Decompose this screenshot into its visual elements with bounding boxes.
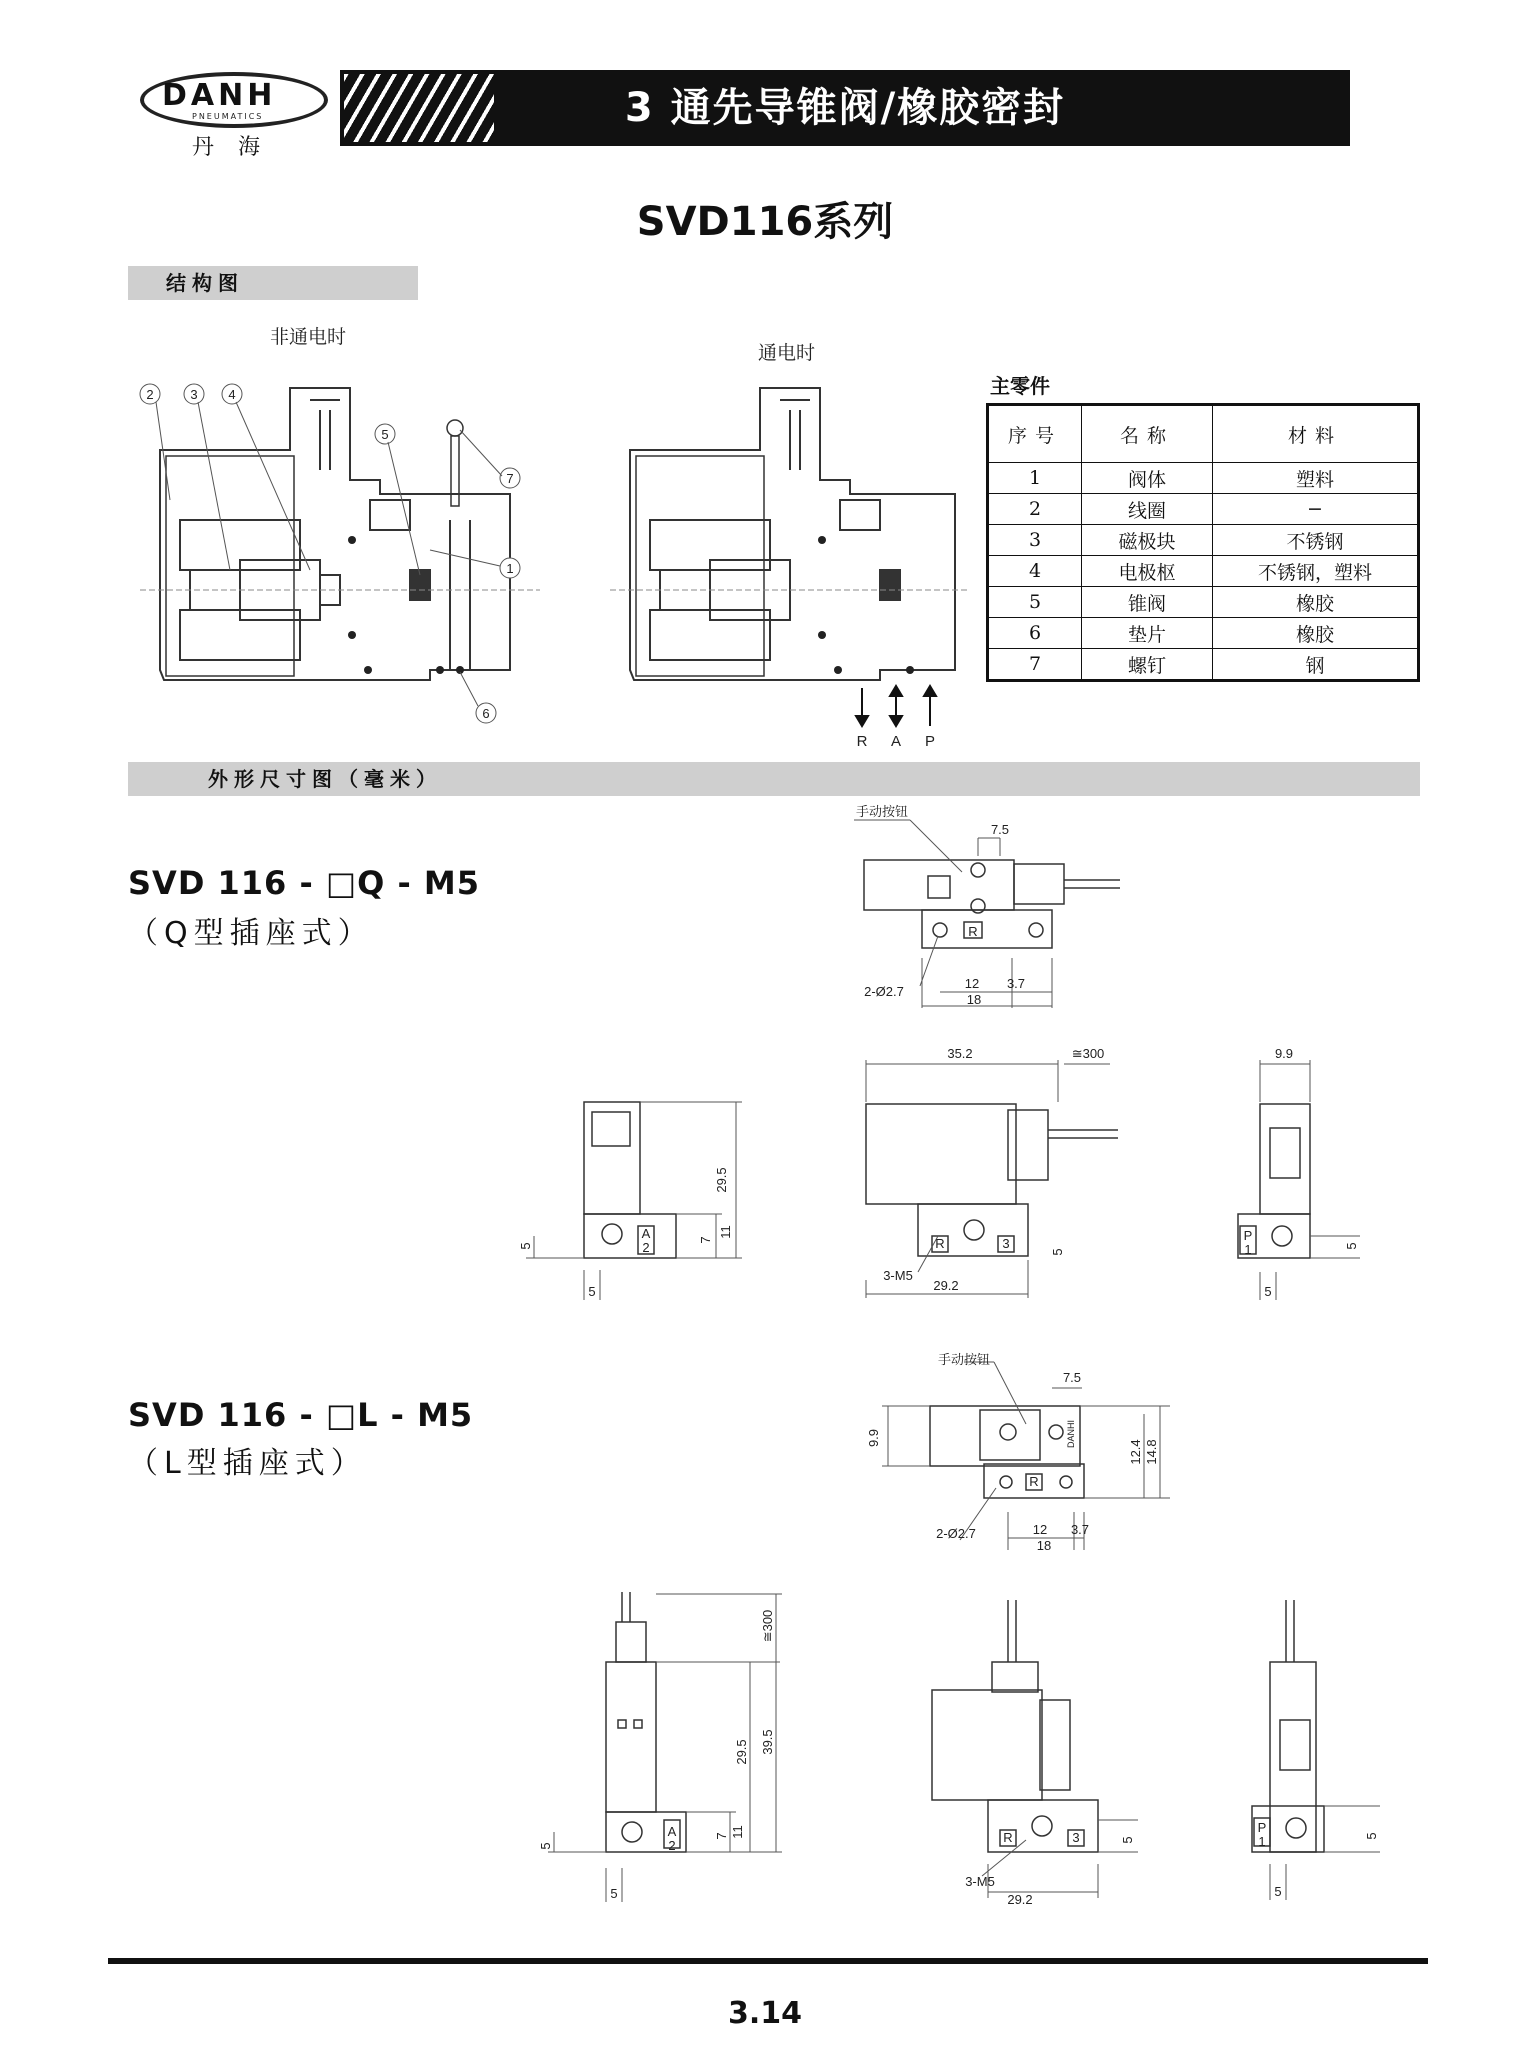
footer-rule xyxy=(108,1958,1428,1964)
dim-3-7: 3.7 xyxy=(1006,976,1026,991)
logo-sub: PNEUMATICS xyxy=(192,112,264,121)
callout-1: 1 xyxy=(506,561,514,576)
section-structure: 结构图 xyxy=(128,266,418,300)
cell-no: 5 xyxy=(988,587,1082,618)
model-l-name: SVD 116 - □L - M5 xyxy=(128,1396,474,1434)
dim-12-l: 12 xyxy=(1032,1522,1048,1537)
model-q-sub: （Q型插座式） xyxy=(128,916,374,951)
thread-label: 3-M5 xyxy=(883,1268,913,1283)
cell-no: 6 xyxy=(988,618,1082,649)
cell-material: 不锈钢 xyxy=(1213,525,1419,556)
dim-29-2-l: 29.2 xyxy=(1007,1892,1033,1907)
thread-label-l: 3-M5 xyxy=(965,1874,995,1889)
dim-11: 11 xyxy=(718,1225,733,1239)
parts-table xyxy=(986,403,1420,682)
cell-name: 垫片 xyxy=(1082,618,1213,649)
cell-name: 线圈 xyxy=(1082,494,1213,525)
port-a: A xyxy=(890,733,902,750)
l-left-view xyxy=(540,1592,800,1932)
callout-6: 6 xyxy=(482,706,490,721)
logo-text: DANH xyxy=(162,78,277,113)
cell-no: 1 xyxy=(988,463,1082,494)
dim-5-right-h-l: 5 xyxy=(1274,1884,1282,1899)
manual-button-label: 手动按钮 xyxy=(855,804,909,819)
parts-header-row xyxy=(988,405,1419,463)
cell-material: 塑料 xyxy=(1213,463,1419,494)
page-number: 3.14 xyxy=(727,1996,803,2031)
cell-material: − xyxy=(1213,494,1419,525)
q-left-view xyxy=(520,1090,750,1320)
q-right-view xyxy=(1220,1040,1370,1330)
callout-4: 4 xyxy=(228,387,236,402)
dim-5-h: 5 xyxy=(588,1284,596,1299)
dim-5-front-l: 5 xyxy=(1120,1836,1135,1844)
port-3-label-lf: 3 xyxy=(1072,1830,1080,1845)
hole-label: 2-Ø2.7 xyxy=(864,984,904,999)
cell-name: 阀体 xyxy=(1082,463,1213,494)
cell-material: 橡胶 xyxy=(1213,618,1419,649)
cell-name: 锥阀 xyxy=(1082,587,1213,618)
danh-logo xyxy=(140,72,330,158)
port-2-label-l: 2 xyxy=(668,1838,676,1853)
cross-section-deenergized xyxy=(130,370,550,730)
cell-no: 3 xyxy=(988,525,1082,556)
dim-3-7-l: 3.7 xyxy=(1070,1522,1090,1537)
cross-section-energized xyxy=(610,370,970,760)
manual-button-label-l: 手动按钮 xyxy=(937,1352,991,1367)
caption-deenergized: 非通电时 xyxy=(270,326,347,348)
port-3-label: 3 xyxy=(1002,1236,1010,1251)
q-front-view xyxy=(858,1040,1168,1330)
dim-7-l: 7 xyxy=(714,1832,729,1840)
port-a-label: A xyxy=(641,1226,651,1241)
cell-no: 4 xyxy=(988,556,1082,587)
table-row xyxy=(988,649,1419,681)
dim-300-l: ≅300 xyxy=(760,1609,775,1643)
cell-no: 7 xyxy=(988,649,1082,681)
cell-name: 螺钉 xyxy=(1082,649,1213,681)
dim-29-5: 29.5 xyxy=(714,1167,729,1193)
table-row xyxy=(988,463,1419,494)
cell-name: 电极枢 xyxy=(1082,556,1213,587)
dim-14-8: 14.8 xyxy=(1144,1439,1159,1465)
port-r-label: R xyxy=(968,924,978,939)
dim-300: ≅300 xyxy=(1071,1046,1105,1061)
table-row xyxy=(988,525,1419,556)
dim-11-l: 11 xyxy=(730,1825,745,1839)
cell-material: 钢 xyxy=(1213,649,1419,681)
table-row xyxy=(988,618,1419,649)
parts-title: 主零件 xyxy=(990,374,1050,398)
port-p-label-l: P xyxy=(1257,1820,1267,1835)
header-no: 序号 xyxy=(988,405,1082,463)
page-title: 3 通先导锥阀/橡胶密封 xyxy=(624,85,1066,131)
dim-18-l: 18 xyxy=(1036,1538,1052,1553)
table-row xyxy=(988,587,1419,618)
dim-35-2: 35.2 xyxy=(947,1046,973,1061)
table-row xyxy=(988,556,1419,587)
caption-energized: 通电时 xyxy=(758,342,816,364)
cell-material: 橡胶 xyxy=(1213,587,1419,618)
port-1-label: 1 xyxy=(1244,1242,1252,1257)
section-dimensions: 外形尺寸图（毫米） xyxy=(128,762,1420,796)
callout-7: 7 xyxy=(506,471,514,486)
cell-material: 不锈钢，塑料 xyxy=(1213,556,1419,587)
cell-no: 2 xyxy=(988,494,1082,525)
port-a-label-l: A xyxy=(667,1824,677,1839)
dim-5-v: 5 xyxy=(518,1242,533,1250)
dim-18: 18 xyxy=(966,992,982,1007)
hole-label-l: 2-Ø2.7 xyxy=(936,1526,976,1541)
l-top-view xyxy=(860,1352,1180,1562)
dim-7-5-l: 7.5 xyxy=(1062,1370,1082,1385)
brand-mark: DANHI xyxy=(1066,1419,1076,1449)
dim-5-front: 5 xyxy=(1050,1248,1065,1256)
table-row xyxy=(988,494,1419,525)
dim-5-right-l: 5 xyxy=(1364,1832,1379,1840)
model-l-sub: （L型插座式） xyxy=(128,1446,367,1481)
port-p: P xyxy=(924,733,936,750)
dim-9-9-l: 9.9 xyxy=(866,1428,881,1448)
cell-name: 磁极块 xyxy=(1082,525,1213,556)
dim-39-5: 39.5 xyxy=(760,1729,775,1755)
dim-7-5: 7.5 xyxy=(990,822,1010,837)
l-front-view xyxy=(920,1600,1150,1930)
dim-5-v-l: 5 xyxy=(538,1842,553,1850)
q-top-view xyxy=(850,804,1150,1018)
port-r-label-l: R xyxy=(1029,1474,1039,1489)
dim-29-5-l: 29.5 xyxy=(734,1739,749,1765)
dim-12: 12 xyxy=(964,976,980,991)
port-r-label-lf: R xyxy=(1003,1830,1013,1845)
callout-2: 2 xyxy=(146,387,154,402)
series-title: SVD116系列 xyxy=(636,199,894,245)
port-r-label-front: R xyxy=(935,1236,945,1251)
dim-9-9: 9.9 xyxy=(1274,1046,1294,1061)
port-r: R xyxy=(856,733,868,750)
title-banner xyxy=(340,70,1350,146)
dim-5-right: 5 xyxy=(1344,1242,1359,1250)
dim-5-h-l: 5 xyxy=(610,1886,618,1901)
header-material: 材料 xyxy=(1213,405,1419,463)
header-name: 名称 xyxy=(1082,405,1213,463)
logo-cn: 丹海 xyxy=(192,135,285,160)
dim-7: 7 xyxy=(698,1236,713,1244)
dim-29-2: 29.2 xyxy=(933,1278,959,1293)
port-p-label: P xyxy=(1243,1228,1253,1243)
dim-12-4: 12.4 xyxy=(1128,1439,1143,1465)
callout-5: 5 xyxy=(381,427,389,442)
port-1-label-l: 1 xyxy=(1258,1834,1266,1849)
l-right-view xyxy=(1240,1600,1400,1930)
dim-5-right-h: 5 xyxy=(1264,1284,1272,1299)
model-q-name: SVD 116 - □Q - M5 xyxy=(128,864,480,902)
callout-3: 3 xyxy=(190,387,198,402)
port-2-label: 2 xyxy=(642,1240,650,1255)
